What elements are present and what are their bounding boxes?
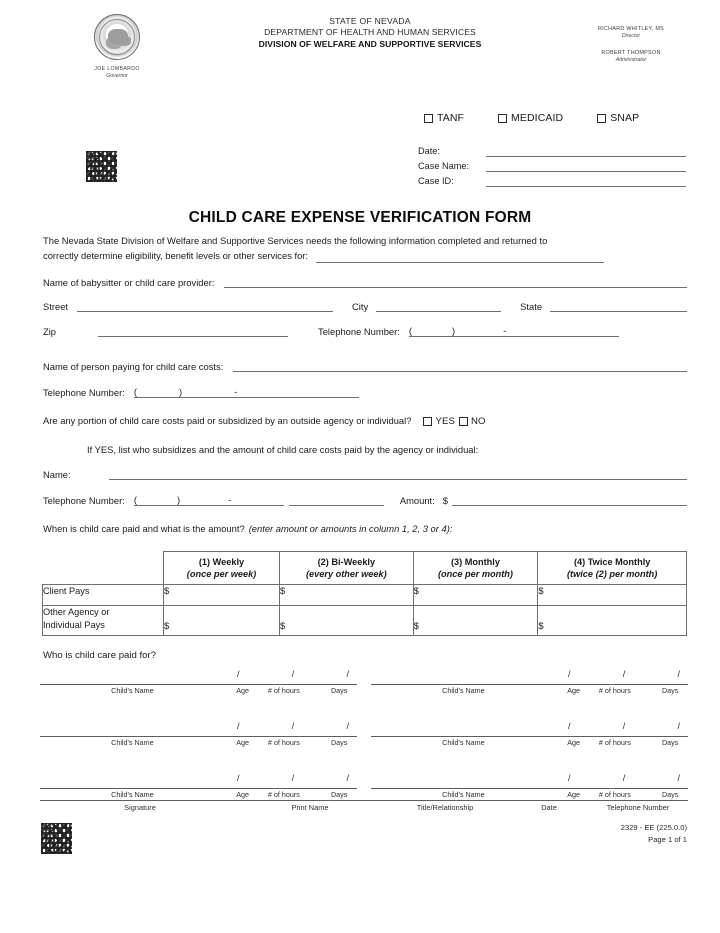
table-col-monthly <box>413 552 538 585</box>
col-subtitle: (once per week) <box>186 569 257 580</box>
child-entry <box>40 767 357 803</box>
slash-icon: / <box>346 721 349 731</box>
table-corner-cell <box>43 552 164 585</box>
slash-icon: / <box>622 669 626 679</box>
field-subsidizer-phone-ext-input[interactable] <box>289 494 384 506</box>
field-city-input[interactable] <box>376 300 501 312</box>
caption-age: Age <box>567 738 581 747</box>
governor-title: Governor <box>106 73 128 79</box>
governor-name: JOE LOMBARDO <box>94 66 140 72</box>
child-entry-captions <box>371 686 688 695</box>
field-case-id-label: Case ID: <box>418 175 454 186</box>
payment-question-row <box>43 524 452 534</box>
field-city-label: City <box>352 300 369 312</box>
caption-days: Days <box>661 738 679 747</box>
director-name: RICHARD WHITLEY, MS <box>597 26 665 32</box>
child-entry-row <box>40 663 688 699</box>
child-entry <box>371 767 688 803</box>
field-state-input[interactable] <box>550 300 687 312</box>
field-amount-input[interactable] <box>452 494 687 506</box>
field-case-name-label: Case Name: <box>418 160 470 171</box>
intro-recipient-input[interactable] <box>316 254 604 263</box>
child-entry <box>371 663 688 699</box>
caption-hours: # of hours <box>598 790 631 799</box>
caption-date: Date <box>541 803 557 812</box>
slash-icon: / <box>291 669 295 679</box>
caption-title-relationship: Title/Relationship <box>416 803 474 812</box>
table-col-weekly <box>164 552 280 585</box>
child-entry-captions <box>40 686 357 695</box>
row-label-line-1: Other Agency or <box>43 606 110 617</box>
dollar-sign: $ <box>413 619 419 631</box>
caption-childs-name: Child's Name <box>442 738 485 747</box>
caption-hours: # of hours <box>598 686 631 695</box>
field-zip-phone-row <box>43 325 687 337</box>
close-paren: ) <box>176 493 181 505</box>
dollar-sign: $ <box>164 619 170 631</box>
checkbox-icon[interactable] <box>424 114 433 123</box>
cell-client-twice-monthly[interactable] <box>538 584 687 605</box>
caption-age: Age <box>567 686 581 695</box>
slash-icon: / <box>291 773 295 783</box>
subsidy-question-row <box>43 416 687 427</box>
child-entry-input[interactable] <box>371 736 688 737</box>
slash-icon: / <box>568 773 571 783</box>
division-name: DIVISION OF WELFARE AND SUPPORTIVE SERVICES <box>258 38 482 49</box>
cell-agency-monthly[interactable] <box>413 605 538 635</box>
col-title: (4) Twice Monthly <box>573 557 651 567</box>
administrator-name: ROBERT THOMPSON <box>601 50 661 56</box>
col-title: (2) Bi-Weekly <box>317 557 376 567</box>
child-slash-marks <box>237 773 349 783</box>
slash-icon: / <box>677 773 680 783</box>
letterhead <box>0 12 720 97</box>
row-label-line-2: Individual Pays <box>43 619 105 630</box>
case-info-block <box>418 142 686 187</box>
field-state-label: State <box>520 300 543 312</box>
intro-line-1: The Nevada State Division of Welfare and Supportive Services needs the following information completed and returned to <box>43 235 548 246</box>
checkbox-no[interactable] <box>459 416 486 427</box>
slash-icon: / <box>346 669 349 679</box>
child-entry-row <box>40 767 688 803</box>
child-slash-marks <box>237 721 349 731</box>
signature-captions <box>40 801 688 812</box>
child-entry-captions <box>371 790 688 799</box>
field-provider-name <box>43 276 687 288</box>
table-head <box>43 552 687 585</box>
table-col-biweekly <box>280 552 414 585</box>
field-payer-phone-input[interactable] <box>134 386 359 398</box>
child-slash-marks <box>568 721 680 731</box>
field-provider-name-label: Name of babysitter or child care provider: <box>43 276 215 288</box>
field-subsidizer-name <box>43 468 687 480</box>
intro-line-2: correctly determine eligibility, benefit levels or other services for: <box>43 250 309 262</box>
col-title: (3) Monthly <box>450 557 500 567</box>
slash-icon: / <box>237 773 240 783</box>
field-provider-name-input[interactable] <box>224 276 687 288</box>
dollar-sign: $ <box>280 584 286 596</box>
close-paren: ) <box>178 385 183 397</box>
state-name: STATE OF NEVADA <box>329 16 411 26</box>
row-label-client-pays: Client Pays <box>43 584 164 605</box>
col-subtitle: (every other week) <box>305 569 387 580</box>
checkbox-tanf-label: TANF <box>437 112 465 124</box>
row-label-other-agency <box>43 605 164 635</box>
checkbox-no-label: NO <box>470 416 486 427</box>
caption-childs-name: Child's Name <box>442 790 485 799</box>
department-name: DEPARTMENT OF HEALTH AND HUMAN SERVICES <box>264 27 476 38</box>
caption-age: Age <box>236 686 250 695</box>
child-slash-marks <box>568 669 680 679</box>
child-entry <box>40 715 357 751</box>
table-row-other-agency-pays <box>43 605 687 635</box>
caption-days: Days <box>661 790 679 799</box>
child-entry-captions <box>40 790 357 799</box>
cell-client-biweekly[interactable] <box>280 584 414 605</box>
field-subsidizer-phone-label: Telephone Number: <box>43 494 125 506</box>
child-entry-input[interactable] <box>371 684 688 685</box>
field-payer-phone <box>43 386 359 398</box>
phone-dash: - <box>228 493 232 505</box>
slash-icon: / <box>237 669 240 679</box>
cell-agency-twice-monthly[interactable] <box>538 605 687 635</box>
child-entry-input[interactable] <box>40 736 357 737</box>
child-entry-input[interactable] <box>40 684 357 685</box>
director-title: Director <box>621 33 641 39</box>
checkbox-icon[interactable] <box>597 114 606 123</box>
close-paren: ) <box>451 324 456 336</box>
child-entry-input[interactable] <box>40 788 357 789</box>
checkbox-medicaid[interactable] <box>498 112 563 124</box>
intro-paragraph <box>43 233 683 263</box>
caption-hours: # of hours <box>598 738 631 747</box>
subsidy-question-label: Are any portion of child care costs paid or subsidized by an outside agency or individual? <box>43 415 412 427</box>
field-zip-input[interactable] <box>98 325 288 337</box>
field-provider-phone-input[interactable] <box>409 325 619 337</box>
caption-hours: # of hours <box>267 686 300 695</box>
field-case-id-input[interactable] <box>486 175 686 187</box>
phone-dash: - <box>234 385 238 397</box>
table-row-client-pays <box>43 584 687 605</box>
caption-days: Days <box>330 686 348 695</box>
caption-age: Age <box>236 790 250 799</box>
col-title: (1) Weekly <box>198 557 245 567</box>
program-checkbox-group <box>424 112 684 124</box>
dollar-sign: $ <box>413 584 419 596</box>
slash-icon: / <box>291 721 295 731</box>
signature-block <box>40 800 688 812</box>
datamatrix-barcode-icon <box>40 822 73 855</box>
child-entry <box>40 663 357 699</box>
slash-icon: / <box>346 773 349 783</box>
field-subsidizer-phone-input[interactable] <box>134 494 284 506</box>
dollar-sign: $ <box>280 619 286 631</box>
cell-agency-weekly[interactable] <box>164 605 280 635</box>
payment-question-label: When is child care paid and what is the amount? <box>43 523 245 534</box>
dollar-sign: $ <box>538 619 544 631</box>
officials-spacer <box>556 39 706 50</box>
field-provider-phone-label: Telephone Number: <box>318 325 400 337</box>
field-subsidizer-name-input[interactable] <box>109 468 687 480</box>
field-amount-label: Amount: <box>399 494 435 506</box>
amount-dollar-sign: $ <box>442 494 448 506</box>
table-col-twice-monthly <box>538 552 687 585</box>
child-slash-marks <box>568 773 680 783</box>
caption-childs-name: Child's Name <box>442 686 485 695</box>
cell-client-monthly[interactable] <box>413 584 538 605</box>
field-payer-name-input[interactable] <box>233 360 687 372</box>
field-subsidizer-name-label: Name: <box>43 468 71 480</box>
table-header-row <box>43 552 687 585</box>
open-paren: ( <box>133 385 137 397</box>
governor-block <box>62 14 172 79</box>
checkbox-snap-label: SNAP <box>610 112 640 124</box>
child-entry-captions <box>371 738 688 747</box>
caption-age: Age <box>567 790 581 799</box>
open-paren: ( <box>408 324 412 336</box>
field-date-input[interactable] <box>486 145 686 157</box>
field-payer-name <box>43 360 687 372</box>
checkbox-medicaid-label: MEDICAID <box>511 112 564 124</box>
checkbox-yes-label: YES <box>435 416 455 427</box>
slash-icon: / <box>568 669 571 679</box>
slash-icon: / <box>568 721 571 731</box>
dollar-sign: $ <box>538 584 544 596</box>
phone-dash: - <box>503 324 507 336</box>
checkbox-yes[interactable] <box>423 416 455 427</box>
if-yes-text: If YES, list who subsidizes and the amount of child care costs paid by the agency or individual: <box>87 444 479 455</box>
checkbox-icon[interactable] <box>498 114 507 123</box>
cell-agency-biweekly[interactable] <box>280 605 414 635</box>
col-subtitle: (twice (2) per month) <box>566 569 658 580</box>
child-entry-row <box>40 715 688 751</box>
field-date-label: Date: <box>418 145 440 156</box>
caption-print-name: Print Name <box>291 803 329 812</box>
field-zip-label: Zip <box>43 325 57 337</box>
caption-childs-name: Child's Name <box>111 686 154 695</box>
table-body <box>43 584 687 635</box>
cell-client-weekly[interactable] <box>164 584 280 605</box>
checkbox-tanf[interactable] <box>424 112 464 124</box>
col-subtitle: (once per month) <box>437 569 513 580</box>
checkbox-icon[interactable] <box>423 417 432 426</box>
caption-childs-name: Child's Name <box>111 738 154 747</box>
field-payer-name-label: Name of person paying for child care costs: <box>43 360 224 372</box>
children-entries <box>40 663 688 819</box>
field-case-name <box>418 157 686 172</box>
checkbox-icon[interactable] <box>459 417 468 426</box>
slash-icon: / <box>622 721 626 731</box>
slash-icon: / <box>677 669 680 679</box>
state-seal-icon <box>94 14 140 60</box>
payment-frequency-table <box>42 551 687 636</box>
open-paren: ( <box>133 493 137 505</box>
field-case-name-input[interactable] <box>486 160 686 172</box>
field-street-label: Street <box>43 300 69 312</box>
caption-hours: # of hours <box>267 790 300 799</box>
datamatrix-barcode-icon <box>85 150 118 183</box>
footer-metadata <box>621 822 687 846</box>
page-title: CHILD CARE EXPENSE VERIFICATION FORM <box>188 209 532 226</box>
agency-heading <box>200 16 540 50</box>
administrator-title: Administrator <box>615 57 647 63</box>
caption-childs-name: Child's Name <box>111 790 154 799</box>
child-slash-marks <box>237 669 349 679</box>
field-payer-phone-label: Telephone Number: <box>43 386 125 398</box>
children-question: Who is child care paid for? <box>43 650 157 661</box>
slash-icon: / <box>677 721 680 731</box>
if-yes-instruction <box>87 445 478 455</box>
field-date <box>418 142 686 157</box>
field-subsidizer-phone-amount-row <box>43 494 687 506</box>
page-number: Page 1 of 1 <box>648 834 687 844</box>
caption-signature: Signature <box>124 803 156 812</box>
form-code: 2329 - EE (225.0.0) <box>620 823 687 832</box>
slash-icon: / <box>622 773 626 783</box>
officials-block <box>556 26 706 63</box>
field-case-id <box>418 172 686 187</box>
caption-age: Age <box>236 738 250 747</box>
field-street-input[interactable] <box>77 300 333 312</box>
field-address-row <box>43 300 687 312</box>
payment-question-hint: (enter amount or amounts in column 1, 2, 3 or 4): <box>248 523 453 534</box>
child-entry <box>371 715 688 751</box>
caption-hours: # of hours <box>267 738 300 747</box>
slash-icon: / <box>237 721 240 731</box>
child-entry-input[interactable] <box>371 788 688 789</box>
caption-days: Days <box>330 790 348 799</box>
child-entry-captions <box>40 738 357 747</box>
dollar-sign: $ <box>164 584 170 596</box>
caption-telephone-number: Telephone Number <box>606 803 670 812</box>
caption-days: Days <box>330 738 348 747</box>
checkbox-snap[interactable] <box>597 112 639 124</box>
caption-days: Days <box>661 686 679 695</box>
